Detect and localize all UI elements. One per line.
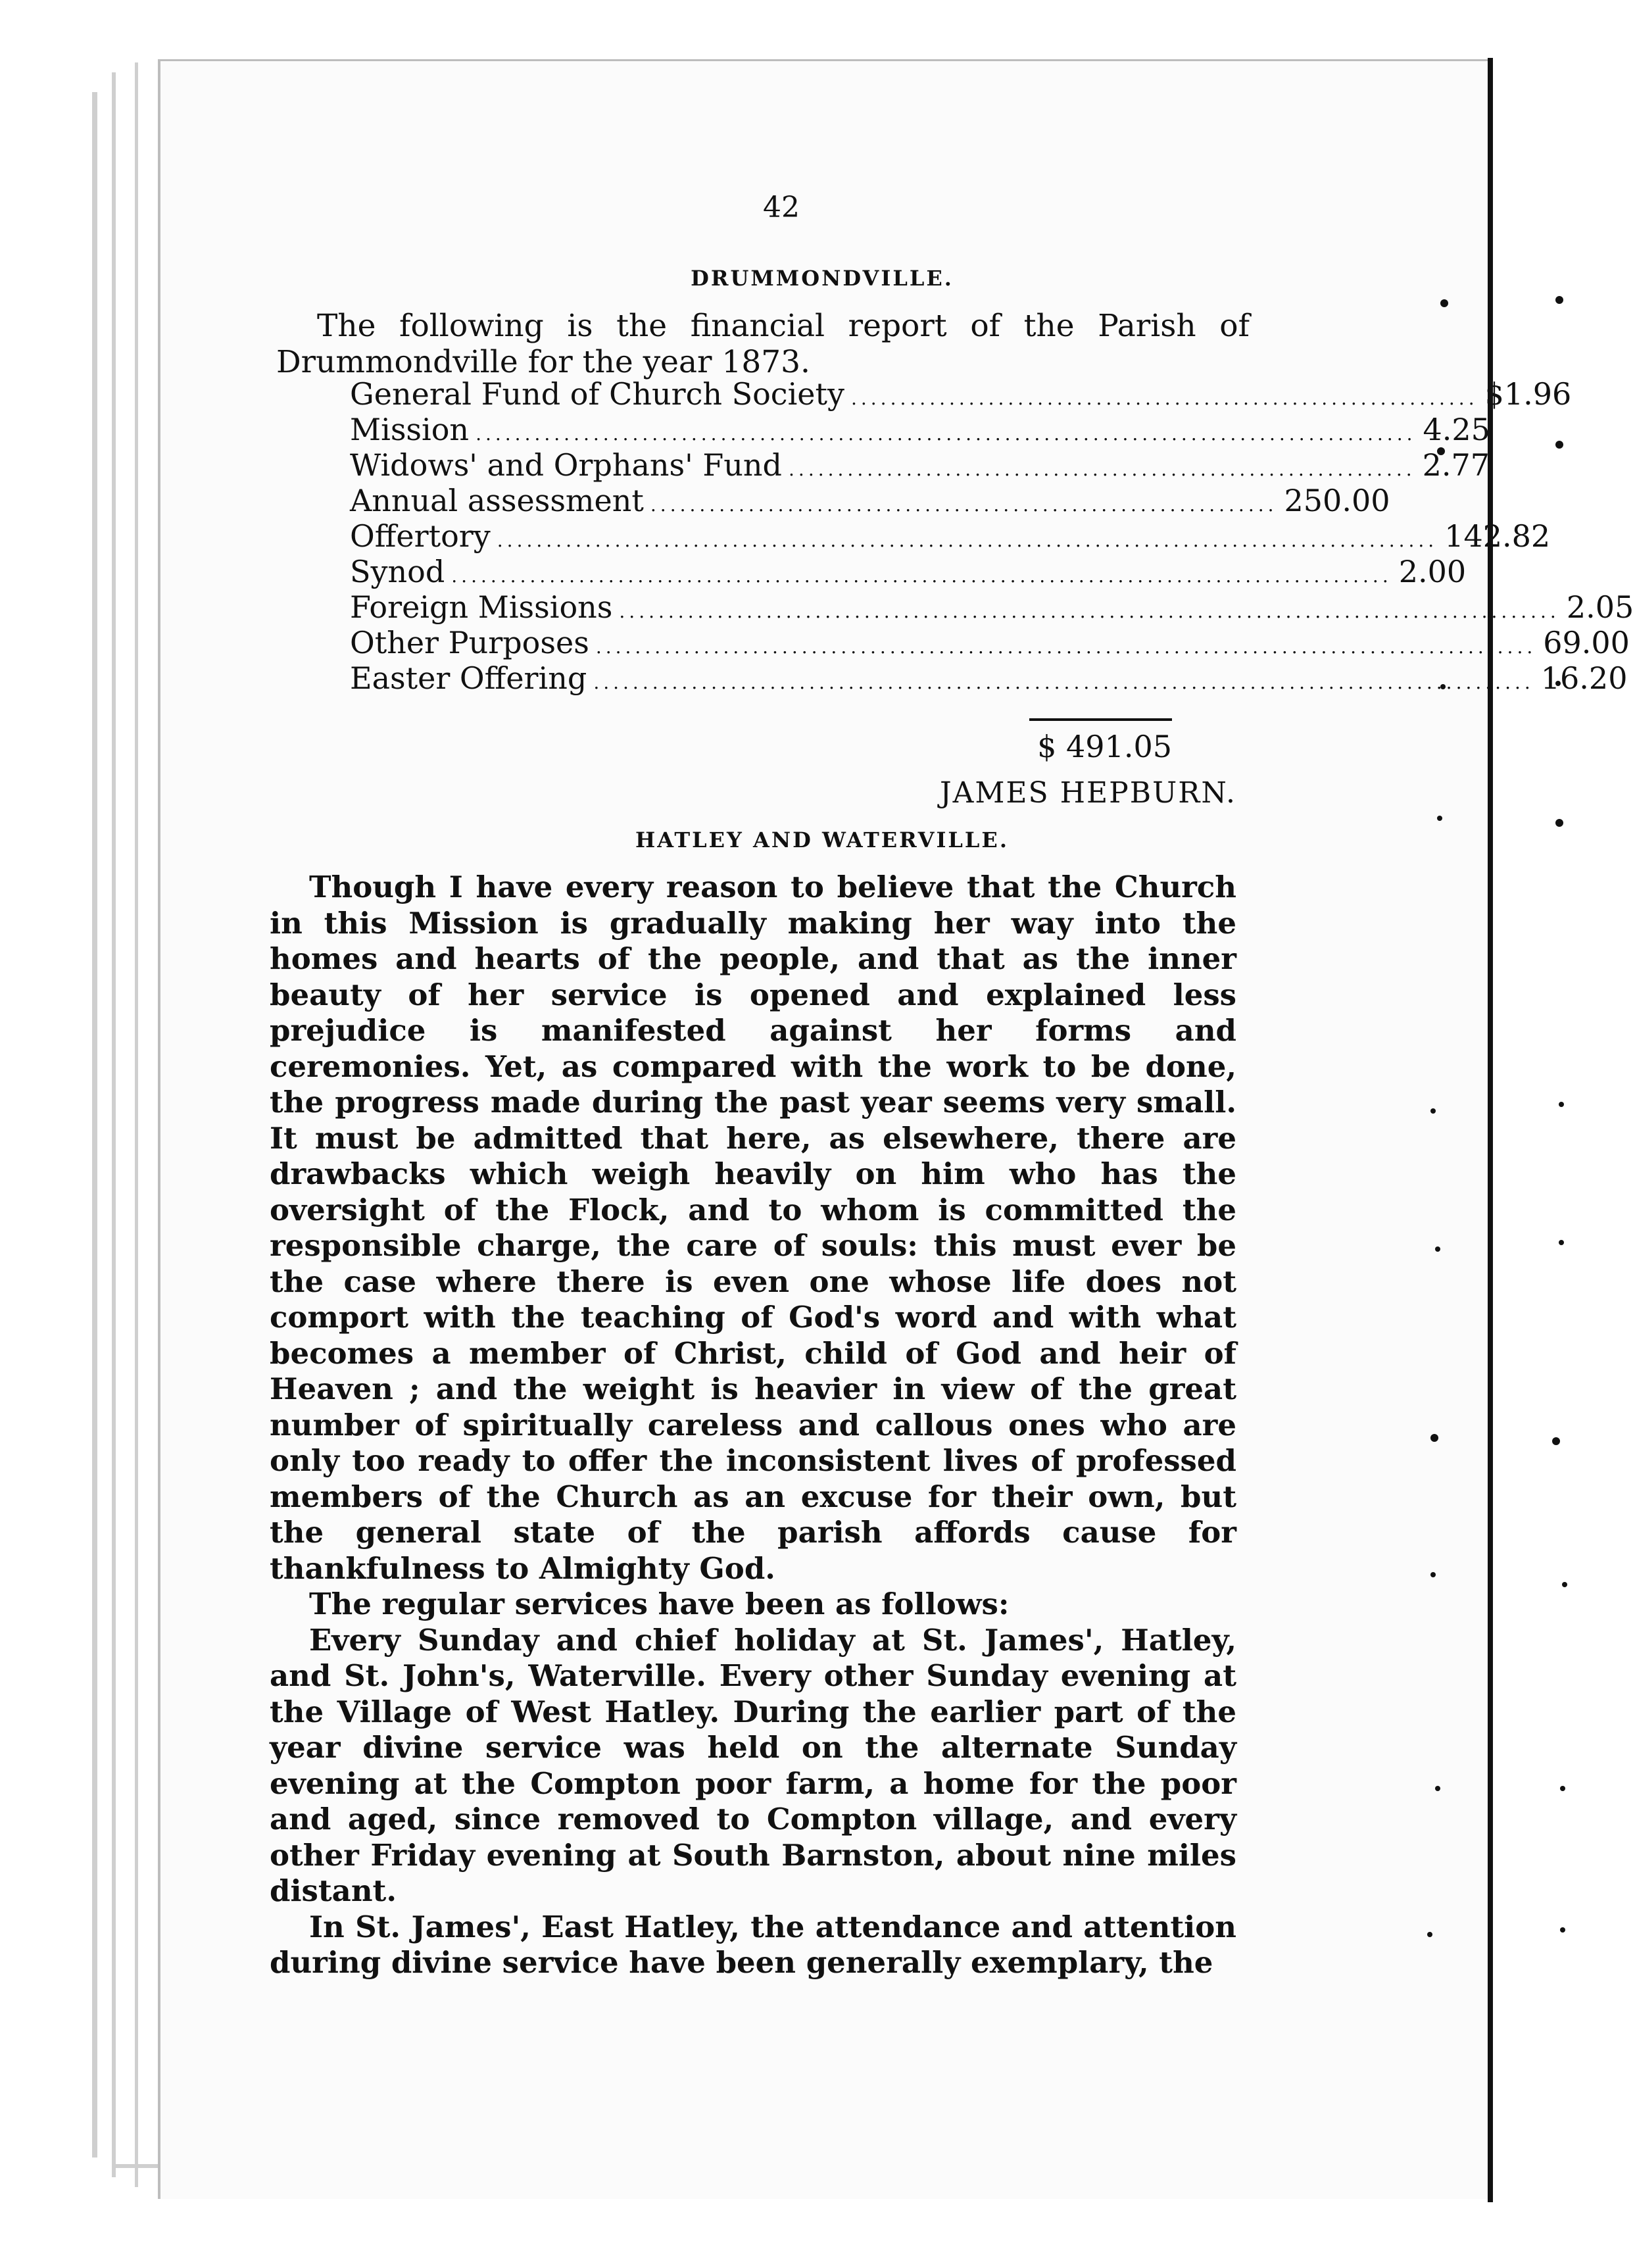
margin-speck	[1559, 1102, 1564, 1107]
margin-speck	[1430, 1434, 1438, 1442]
item-amount: 2.77	[1422, 447, 1490, 483]
margin-speck	[1559, 1240, 1564, 1245]
item-amount: 2.05	[1566, 589, 1634, 625]
table-row	[350, 447, 1490, 483]
page-edge-left-2	[112, 72, 116, 2177]
item-amount: 69.00	[1543, 625, 1630, 660]
leader-dots: ................................................................................................	[619, 601, 1560, 622]
margin-speck	[1555, 296, 1563, 304]
paragraph: Every Sunday and chief holiday at St. James', Hatley, and St. John's, Waterville. Every other Sunday evening at the Village of West Hatley. During the earlier part of the year divine service was held on the alternate Sunday evening at the Compton poor farm, a home for the poor and aged, since removed to Compton village, and every other Friday evening at South Barnston, about nine miles distant.	[270, 1622, 1236, 1908]
margin-speck	[1560, 1786, 1565, 1791]
leader-dots: ................................................................................................	[451, 565, 1392, 587]
margin-speck	[1435, 1246, 1440, 1252]
leader-dots: ................................................................	[850, 387, 1478, 409]
paragraph: The regular services have been as follows:	[309, 1587, 1010, 1621]
margin-speck	[1437, 816, 1442, 821]
margin-speck	[1435, 1786, 1440, 1791]
section-title-hatley-waterville: HATLEY AND WATERVILLE.	[635, 827, 1009, 852]
report-total: $ 491.05	[1037, 729, 1172, 764]
leader-dots: ................................................................	[789, 458, 1416, 480]
margin-speck	[1560, 1927, 1565, 1933]
margin-speck	[1555, 441, 1563, 449]
table-row	[350, 483, 1390, 518]
item-amount: 4.25	[1423, 412, 1490, 447]
item-label: Foreign Missions	[350, 589, 613, 625]
item-amount: 250.00	[1284, 483, 1390, 518]
margin-speck	[1427, 1932, 1432, 1937]
table-row	[350, 518, 1551, 554]
margin-speck	[1555, 819, 1563, 827]
leader-dots: ................................................................................................	[476, 423, 1417, 445]
item-label: Annual assessment	[350, 483, 644, 518]
paragraph: Though I have every reason to believe that the Church in this Mission is gradually making her way into the homes and hearts of the people, and that as the inner beauty of her service is opened and explained less prejudice is manifested against her forms and ceremonies. Yet, as compared with the work to be done, the progress made during the past year seems very small. It must be admitted that here, as elsewhere, there are drawbacks which weigh heavily on him who has the oversight of the Flock, and to whom is committed the responsible charge, the care of souls: this must ever be the case where there is even one whose life does not comport with the teaching of God's word and with what becomes a member of Christ, child of God and heir of Heaven ; and the weight is heavier in view of the great number of spiritually careless and callous ones who are only too ready to offer the inconsistent lives of professed members of the Church as an excuse for their own, but the general state of the parish affords cause for thankfulness to Almighty God.	[270, 870, 1236, 1586]
item-amount: 2.00	[1398, 554, 1467, 589]
signature: JAMES HEPBURN.	[939, 776, 1236, 810]
leader-dots: ................................................................................................	[497, 530, 1438, 551]
total-rule	[1029, 718, 1172, 721]
margin-speck	[1430, 1572, 1436, 1577]
table-row	[350, 589, 1634, 625]
table-row	[350, 412, 1490, 447]
item-amount: 142.82	[1444, 518, 1551, 554]
item-label: Other Purposes	[350, 625, 589, 660]
financial-report-table	[350, 376, 1634, 696]
margin-speck	[1552, 1437, 1560, 1445]
page-number: 42	[763, 191, 800, 224]
page-edge-left-3	[135, 62, 138, 2187]
table-row	[350, 554, 1467, 589]
item-label: Mission	[350, 412, 470, 447]
report-intro	[276, 308, 1250, 380]
hatley-report-body	[270, 870, 1236, 1981]
item-label: General Fund of Church Society	[350, 376, 844, 412]
intro-text: The following is the financial report of the Parish of Drummondville for the year 1873.	[276, 308, 1250, 380]
section-title-drummondville: DRUMMONDVILLE.	[691, 266, 954, 291]
item-amount: 16.20	[1540, 660, 1628, 696]
item-amount: 1.96	[1503, 376, 1572, 412]
table-row	[350, 625, 1630, 660]
item-label: Offertory	[350, 518, 491, 554]
margin-speck	[1430, 1108, 1436, 1114]
table-row	[350, 376, 1572, 412]
margin-speck	[1440, 299, 1448, 307]
item-label: Easter Offering	[350, 660, 587, 696]
item-label: Synod	[350, 554, 445, 589]
item-currency: $	[1484, 376, 1504, 412]
leader-dots: ................................................................................................	[595, 636, 1537, 658]
margin-speck	[1562, 1582, 1567, 1587]
page-edge-left	[92, 92, 97, 2157]
table-row	[350, 660, 1628, 696]
leader-dots: ................................................................................................	[593, 672, 1534, 693]
paragraph: In St. James', East Hatley, the attendance and attention during divine service have been generally exemplary, the	[270, 1909, 1236, 1980]
item-label: Widows' and Orphans' Fund	[350, 447, 783, 483]
leader-dots: ................................................................	[650, 494, 1278, 516]
